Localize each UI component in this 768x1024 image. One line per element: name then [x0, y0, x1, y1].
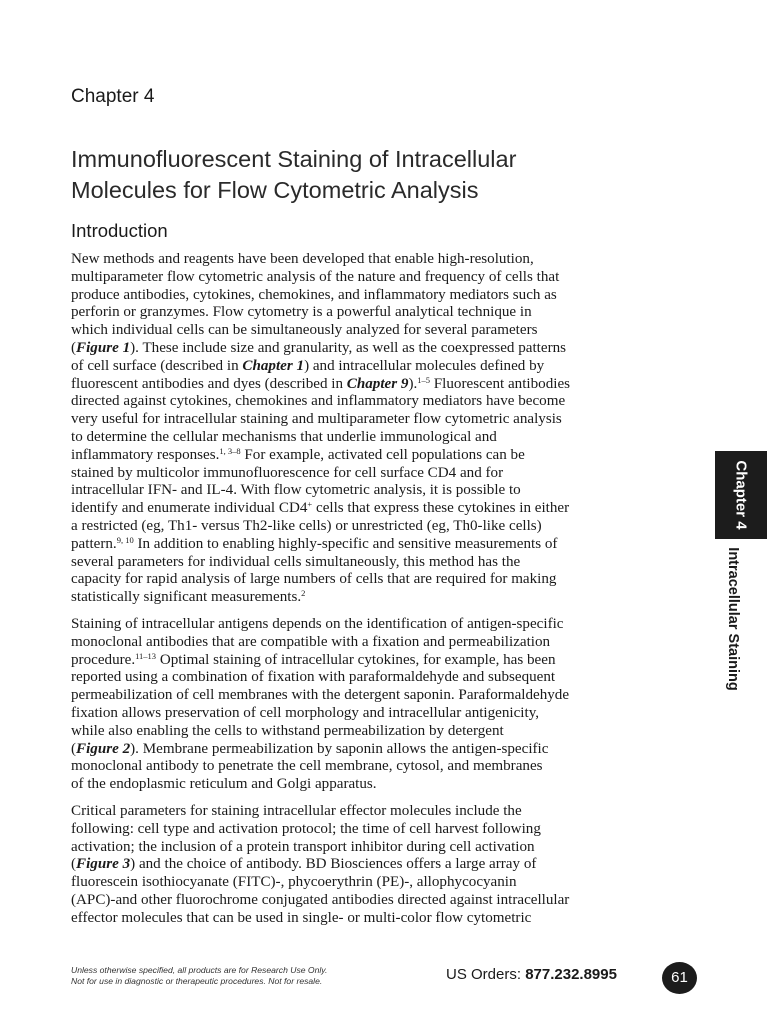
- text-line: [71, 358, 693, 376]
- text-line: produce antibodies, cytokines, chemokines, and inflammatory mediators such as: [71, 286, 557, 303]
- text-line: fluorescein isothiocyanate (FITC)-, phycoerythrin (PE)-, allophycocyanin: [71, 874, 517, 891]
- citation-superscript: 9, 10: [116, 534, 134, 545]
- section-side-label: Intracellular Staining: [725, 547, 741, 691]
- text-segment: Fluorescent antibodies: [430, 375, 571, 392]
- text-line: directed against cytokines, chemokines and inflammatory mediators have become: [71, 393, 566, 410]
- text-line: intracellular IFN- and IL-4. With flow cytometric analysis, it is possible to: [71, 482, 521, 499]
- text-segment: identify and enumerate individual CD4: [71, 500, 308, 517]
- paragraph-2: [71, 616, 693, 794]
- text-segment: ).: [408, 375, 418, 392]
- text-line: which individual cells can be simultaneously analyzed for several parameters: [71, 322, 538, 339]
- page-number: 61: [662, 962, 697, 994]
- text-segment: For example, activated cell populations can be: [240, 446, 525, 463]
- citation-superscript: +: [307, 499, 313, 510]
- cross-reference: Chapter 1: [242, 357, 305, 374]
- footer-orders: [446, 966, 617, 983]
- text-line: [71, 536, 693, 554]
- text-line: of the endoplasmic reticulum and Golgi apparatus.: [71, 776, 377, 793]
- text-line: stained by multicolor immunofluorescence for cell surface CD4 and for: [71, 464, 504, 481]
- cross-reference: Figure 2: [76, 740, 131, 757]
- text-segment: In addition to enabling highly-specific and sensitive measurements of: [133, 535, 558, 552]
- text-line: to determine the cellular mechanisms that underlie immunological and: [71, 428, 497, 445]
- text-line: several parameters for individual cells simultaneously, this method has the: [71, 553, 521, 570]
- text-line: reported using a combination of fixation with paraformaldehyde and subsequent: [71, 669, 556, 686]
- citation-superscript: 1, 3–8: [219, 445, 241, 456]
- text-segment: cells that express these cytokines in either: [312, 500, 570, 517]
- title-line-1: Immunofluorescent Staining of Intracellular: [71, 146, 517, 172]
- citation-superscript: 2: [301, 588, 306, 599]
- text-line: monoclonal antibody to penetrate the cell membrane, cytosol, and membranes: [71, 758, 543, 775]
- disclaimer-line-2: Not for use in diagnostic or therapeutic procedures. Not for resale.: [71, 976, 323, 986]
- text-line: (APC)-and other fluorochrome conjugated antibodies directed against intracellular: [71, 891, 570, 908]
- citation-superscript: 11–13: [135, 650, 157, 661]
- footer-disclaimer: [71, 965, 431, 987]
- disclaimer-line-1: Unless otherwise specified, all products are for Research Use Only.: [71, 965, 328, 975]
- paragraph-1: [71, 251, 693, 607]
- text-line: Critical parameters for staining intracellular effector molecules include the: [71, 802, 522, 819]
- text-line: capacity for rapid analysis of large numbers of cells that are required for making: [71, 571, 557, 588]
- text-segment: ). Membrane permeabilization by saponin allows the antigen-specific: [130, 740, 549, 757]
- text-segment: Optimal staining of intracellular cytokines, for example, has been: [156, 651, 556, 668]
- text-segment: inflammatory responses.: [71, 446, 220, 463]
- text-segment: (: [71, 740, 77, 757]
- chapter-side-tab-label: Chapter 4: [732, 460, 750, 530]
- text-line: New methods and reagents have been developed that enable high-resolution,: [71, 251, 534, 267]
- text-segment: (: [71, 856, 77, 873]
- citation-superscript: 1–5: [417, 374, 431, 385]
- text-line: [71, 741, 693, 759]
- text-segment: ) and intracellular molecules defined by: [304, 357, 545, 374]
- text-line: monoclonal antibodies that are compatible with a fixation and permeabilization: [71, 633, 551, 650]
- text-line: very useful for intracellular staining and multiparameter flow cytometric analysis: [71, 411, 562, 428]
- section-heading-introduction: Introduction: [71, 220, 168, 241]
- text-line: while also enabling the cells to withstand permeabilization by detergent: [71, 722, 504, 739]
- text-line: perforin or granzymes. Flow cytometry is a powerful analytical technique in: [71, 304, 532, 321]
- paragraph-3: [71, 803, 693, 928]
- text-line: [71, 589, 693, 607]
- text-line: [71, 500, 693, 518]
- text-line: multiparameter flow cytometric analysis of the nature and frequency of cells that: [71, 268, 560, 285]
- orders-phone: 877.232.8995: [525, 966, 617, 983]
- text-segment: fluorescent antibodies and dyes (described in: [71, 375, 347, 392]
- orders-label: US Orders:: [446, 966, 526, 983]
- text-segment: ) and the choice of antibody. BD Biosciences offers a large array of: [130, 856, 537, 873]
- text-segment: statistically significant measurements.: [71, 589, 302, 606]
- text-line: [71, 856, 693, 874]
- text-line: [71, 340, 693, 358]
- text-line: a restricted (eg, Th1- versus Th2-like cells) or unrestricted (eg, Th0-like cells): [71, 517, 542, 534]
- text-line: fixation allows preservation of cell morphology and intracellular antigenicity,: [71, 704, 540, 721]
- text-line: [71, 376, 693, 394]
- cross-reference: Figure 3: [76, 856, 131, 873]
- text-line: permeabilization of cell membranes with the detergent saponin. Paraformaldehyde: [71, 687, 570, 704]
- body-text: [71, 251, 693, 936]
- text-line: Staining of intracellular antigens depends on the identification of antigen-specific: [71, 615, 564, 632]
- text-segment: ). These include size and granularity, as well as the coexpressed patterns: [130, 339, 567, 356]
- cross-reference: Figure 1: [76, 339, 131, 356]
- text-line: activation; the inclusion of a protein transport inhibitor during cell activation: [71, 838, 535, 855]
- text-segment: of cell surface (described in: [71, 357, 243, 374]
- page-title: [71, 144, 671, 206]
- text-line: [71, 652, 693, 670]
- text-line: effector molecules that can be used in single- or multi-color flow cytometric: [71, 909, 532, 926]
- text-segment: procedure.: [71, 651, 136, 668]
- chapter-label: Chapter 4: [71, 86, 155, 107]
- text-line: following: cell type and activation protocol; the time of cell harvest following: [71, 820, 541, 837]
- text-segment: pattern.: [71, 535, 117, 552]
- text-segment: (: [71, 339, 77, 356]
- text-line: [71, 447, 693, 465]
- cross-reference: Chapter 9: [346, 375, 409, 392]
- title-line-2: Molecules for Flow Cytometric Analysis: [71, 177, 479, 203]
